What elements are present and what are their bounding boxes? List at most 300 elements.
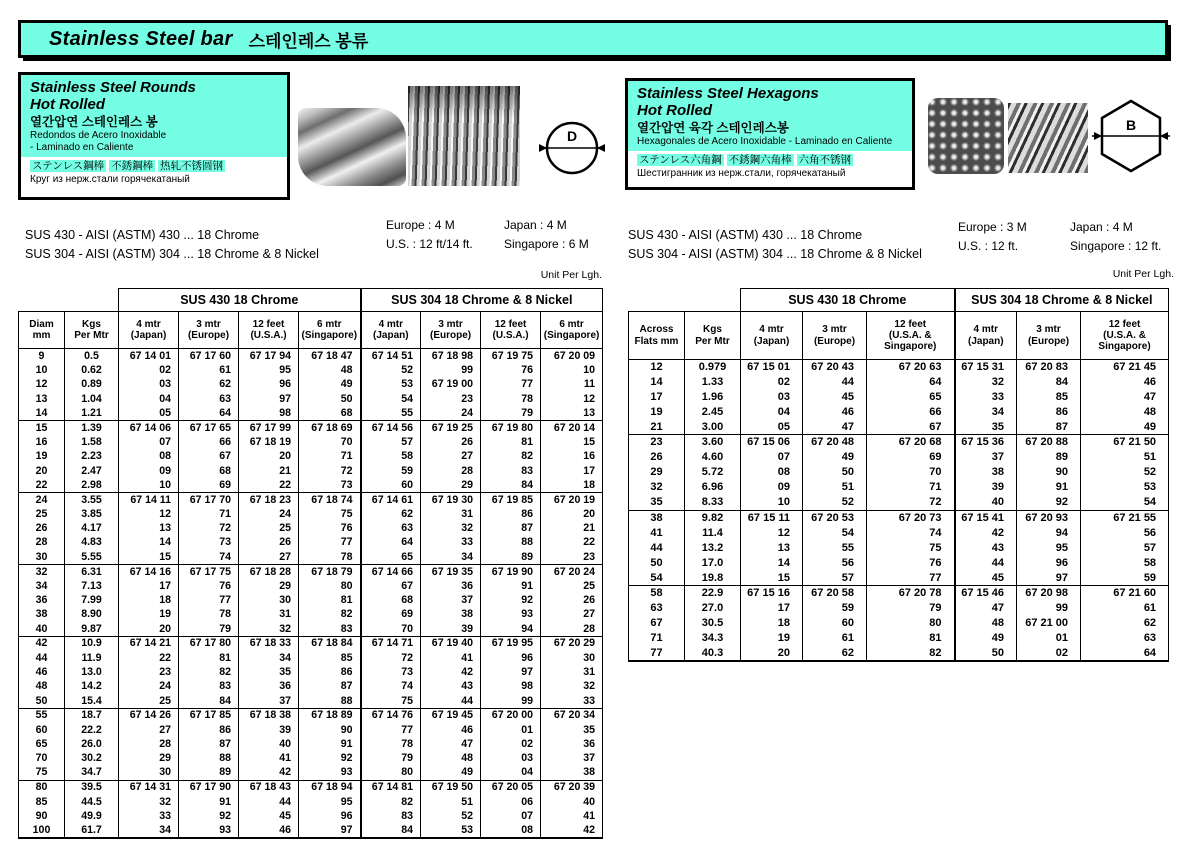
impa-code-cell: 67 15 06 [741, 435, 803, 450]
impa-code-cell: 67 15 16 [741, 586, 803, 601]
impa-code-cell: 15 [541, 435, 603, 449]
size-cell: 80 [19, 780, 65, 794]
impa-code-cell: 38 [421, 608, 481, 622]
impa-code-cell: 86 [299, 665, 361, 679]
impa-code-cell: 67 18 84 [299, 636, 361, 650]
table-row [629, 616, 1169, 631]
rounds-title-spanish-2: - Laminado en Caliente [30, 142, 134, 154]
rounds-title: Stainless Steel Rounds [30, 79, 196, 96]
impa-code-cell: 28 [421, 464, 481, 478]
rounds-bars-photo [298, 108, 406, 186]
size-cell: 63 [629, 601, 685, 616]
hexagons-subtitle-hot-rolled: Hot Rolled [637, 102, 712, 120]
impa-code-cell: 88 [179, 751, 239, 765]
impa-code-cell: 75 [867, 541, 955, 556]
impa-code-cell: 67 19 25 [421, 420, 481, 434]
table-row [629, 526, 1169, 541]
impa-code-cell: 71 [179, 507, 239, 521]
group-header: SUS 430 18 Chrome [741, 289, 955, 312]
impa-code-cell: 86 [481, 507, 541, 521]
impa-code-cell: 44 [803, 375, 867, 390]
impa-code-cell: 82 [299, 608, 361, 622]
hexagons-price-table [628, 288, 1169, 662]
weight-cell: 0.979 [685, 360, 741, 375]
impa-code-cell: 71 [867, 480, 955, 495]
impa-code-cell: 33 [955, 390, 1017, 405]
impa-code-cell: 75 [299, 507, 361, 521]
weight-cell: 17.0 [685, 556, 741, 571]
impa-code-cell: 51 [421, 795, 481, 809]
weight-cell: 27.0 [685, 601, 741, 616]
impa-code-cell: 04 [481, 766, 541, 780]
impa-code-cell: 75 [361, 694, 421, 708]
impa-code-cell: 96 [481, 651, 541, 665]
impa-code-cell: 82 [179, 665, 239, 679]
rounds-price-table [18, 288, 603, 839]
impa-code-cell: 48 [299, 363, 361, 377]
impa-code-cell: 67 20 93 [1017, 510, 1081, 525]
impa-code-cell: 68 [179, 464, 239, 478]
column-header: 4 mtr (Japan) [741, 312, 803, 360]
impa-code-cell: 37 [541, 751, 603, 765]
table-row [19, 420, 603, 434]
impa-code-cell: 89 [481, 550, 541, 564]
impa-code-cell: 76 [299, 521, 361, 535]
weight-cell: 10.9 [65, 636, 119, 650]
impa-code-cell: 67 17 94 [239, 349, 299, 363]
table-row [19, 550, 603, 564]
impa-code-cell: 08 [741, 465, 803, 480]
impa-code-cell: 54 [361, 392, 421, 406]
weight-cell: 2.23 [65, 449, 119, 463]
impa-code-cell: 87 [179, 737, 239, 751]
impa-code-cell: 57 [361, 435, 421, 449]
table-row [19, 521, 603, 535]
table-row [19, 449, 603, 463]
impa-code-cell: 10 [119, 478, 179, 492]
impa-code-cell: 24 [421, 406, 481, 420]
impa-code-cell: 84 [481, 478, 541, 492]
impa-code-cell: 91 [299, 737, 361, 751]
page-title-korean: 스테인레스 봉류 [248, 31, 369, 51]
impa-code-cell: 67 17 60 [179, 349, 239, 363]
impa-code-cell: 67 17 70 [179, 492, 239, 506]
size-cell: 48 [19, 679, 65, 693]
left-arrowhead-icon [539, 144, 547, 152]
impa-code-cell: 67 17 80 [179, 636, 239, 650]
impa-code-cell: 49 [421, 766, 481, 780]
size-cell: 60 [19, 723, 65, 737]
impa-code-cell: 39 [955, 480, 1017, 495]
impa-code-cell: 67 19 90 [481, 564, 541, 578]
impa-code-cell: 65 [867, 390, 955, 405]
table-row [629, 420, 1169, 435]
impa-code-cell: 63 [361, 521, 421, 535]
impa-code-cell: 67 20 73 [867, 510, 955, 525]
impa-code-cell: 28 [119, 737, 179, 751]
impa-code-cell: 30 [541, 651, 603, 665]
impa-code-cell: 02 [481, 737, 541, 751]
impa-code-cell: 67 14 76 [361, 708, 421, 722]
impa-code-cell: 27 [541, 608, 603, 622]
impa-code-cell: 61 [179, 363, 239, 377]
size-cell: 21 [629, 420, 685, 435]
column-header: 3 mtr (Europe) [421, 312, 481, 349]
rounds-product-box [18, 72, 290, 200]
table-row [19, 636, 603, 650]
impa-code-cell: 54 [803, 526, 867, 541]
impa-code-cell: 52 [1081, 465, 1169, 480]
impa-code-cell: 39 [421, 622, 481, 636]
weight-cell: 3.55 [65, 492, 119, 506]
size-cell: 13 [19, 392, 65, 406]
weight-cell: 2.98 [65, 478, 119, 492]
size-cell: 75 [19, 766, 65, 780]
impa-code-cell: 15 [741, 571, 803, 586]
rounds-title-chinese-simp: 热轧不锈圆钢 [160, 160, 224, 173]
impa-code-cell: 67 21 55 [1081, 510, 1169, 525]
impa-code-cell: 02 [741, 375, 803, 390]
group-header: SUS 430 18 Chrome [119, 289, 361, 312]
impa-code-cell: 81 [179, 651, 239, 665]
impa-code-cell: 95 [239, 363, 299, 377]
impa-code-cell: 50 [299, 392, 361, 406]
impa-code-cell: 26 [239, 536, 299, 550]
table-row [629, 586, 1169, 601]
impa-code-cell: 26 [541, 593, 603, 607]
impa-code-cell: 73 [361, 665, 421, 679]
size-cell: 26 [19, 521, 65, 535]
rounds-length-info [386, 218, 600, 251]
impa-code-cell: 49 [955, 631, 1017, 646]
size-cell: 24 [19, 492, 65, 506]
size-cell: 26 [629, 450, 685, 465]
impa-code-cell: 56 [1081, 526, 1169, 541]
weight-cell: 30.5 [685, 616, 741, 631]
column-header: 3 mtr (Europe) [803, 312, 867, 360]
column-header: 3 mtr (Europe) [179, 312, 239, 349]
rounds-unit-note: Unit Per Lgh. [540, 269, 602, 281]
impa-code-cell: 65 [361, 550, 421, 564]
impa-code-cell: 67 18 38 [239, 708, 299, 722]
weight-cell: 34.3 [685, 631, 741, 646]
impa-code-cell: 17 [541, 464, 603, 478]
impa-code-cell: 67 15 11 [741, 510, 803, 525]
weight-cell: 2.47 [65, 464, 119, 478]
size-cell: 100 [19, 823, 65, 837]
impa-code-cell: 03 [119, 377, 179, 391]
impa-code-cell: 22 [541, 536, 603, 550]
weight-cell: 6.31 [65, 564, 119, 578]
column-header: 6 mtr (Singapore) [541, 312, 603, 349]
impa-code-cell: 36 [239, 679, 299, 693]
weight-cell: 13.0 [65, 665, 119, 679]
impa-code-cell: 80 [361, 766, 421, 780]
weight-cell: 49.9 [65, 809, 119, 823]
impa-code-cell: 67 19 35 [421, 564, 481, 578]
rounds-title-spanish-1: Redondos de Acero Inoxidable [30, 130, 167, 142]
impa-code-cell: 54 [1081, 495, 1169, 510]
impa-code-cell: 67 18 47 [299, 349, 361, 363]
weight-cell: 30.2 [65, 751, 119, 765]
impa-code-cell: 32 [421, 521, 481, 535]
impa-code-cell: 19 [741, 631, 803, 646]
impa-code-cell: 03 [741, 390, 803, 405]
table-row [629, 465, 1169, 480]
diameter-label: D [566, 128, 578, 144]
impa-code-cell: 44 [421, 694, 481, 708]
rounds-title-chinese-trad: 不銹鋼棒 [111, 160, 154, 173]
hexagons-title-korean: 열간압연 육각 스테인레스봉 [637, 120, 789, 135]
impa-code-cell: 29 [239, 579, 299, 593]
impa-code-cell: 47 [421, 737, 481, 751]
impa-code-cell: 72 [179, 521, 239, 535]
impa-code-cell: 67 20 14 [541, 420, 603, 434]
rounds-length-europe: Europe : 4 M [386, 218, 455, 232]
impa-code-cell: 67 18 69 [299, 420, 361, 434]
table-row [19, 651, 603, 665]
impa-code-cell: 77 [299, 536, 361, 550]
group-header: SUS 304 18 Chrome & 8 Nickel [955, 289, 1169, 312]
table-row [629, 631, 1169, 646]
impa-code-cell: 97 [1017, 571, 1081, 586]
size-cell: 20 [19, 464, 65, 478]
impa-code-cell: 18 [741, 616, 803, 631]
table-row [19, 349, 603, 363]
table-row [19, 536, 603, 550]
impa-code-cell: 50 [803, 465, 867, 480]
impa-code-cell: 69 [179, 478, 239, 492]
impa-code-cell: 42 [955, 526, 1017, 541]
impa-code-cell: 67 18 19 [239, 435, 299, 449]
impa-code-cell: 53 [361, 377, 421, 391]
impa-code-cell: 27 [119, 723, 179, 737]
impa-code-cell: 67 18 94 [299, 780, 361, 794]
impa-code-cell: 67 14 26 [119, 708, 179, 722]
impa-code-cell: 22 [239, 478, 299, 492]
table-row [19, 823, 603, 837]
impa-code-cell: 67 14 56 [361, 420, 421, 434]
size-cell: 14 [19, 406, 65, 420]
impa-code-cell: 13 [541, 406, 603, 420]
impa-code-cell: 35 [541, 723, 603, 737]
impa-code-cell: 17 [119, 579, 179, 593]
rounds-box-cyan-area [21, 75, 287, 157]
impa-code-cell: 16 [541, 449, 603, 463]
impa-code-cell: 34 [955, 405, 1017, 420]
impa-code-cell: 67 14 71 [361, 636, 421, 650]
impa-code-cell: 19 [119, 608, 179, 622]
size-cell: 32 [19, 564, 65, 578]
impa-code-cell: 92 [299, 751, 361, 765]
impa-code-cell: 42 [421, 665, 481, 679]
weight-cell: 22.2 [65, 723, 119, 737]
impa-code-cell: 79 [481, 406, 541, 420]
impa-code-cell: 83 [361, 809, 421, 823]
impa-code-cell: 82 [361, 795, 421, 809]
hexagons-title-chinese-trad: 不銹鋼六角棒 [728, 154, 792, 167]
table-row [19, 622, 603, 636]
impa-code-cell: 67 14 81 [361, 780, 421, 794]
impa-code-cell: 74 [179, 550, 239, 564]
impa-code-cell: 64 [179, 406, 239, 420]
impa-code-cell: 43 [421, 679, 481, 693]
impa-code-cell: 84 [179, 694, 239, 708]
impa-code-cell: 67 20 29 [541, 636, 603, 650]
size-cell: 71 [629, 631, 685, 646]
weight-cell: 26.0 [65, 737, 119, 751]
impa-code-cell: 67 20 09 [541, 349, 603, 363]
impa-code-cell: 58 [361, 449, 421, 463]
size-cell: 17 [629, 390, 685, 405]
impa-code-cell: 47 [955, 601, 1017, 616]
impa-code-cell: 87 [299, 679, 361, 693]
table-row [629, 435, 1169, 450]
weight-cell: 5.55 [65, 550, 119, 564]
table-row [19, 694, 603, 708]
impa-code-cell: 91 [481, 579, 541, 593]
impa-code-cell: 46 [239, 823, 299, 837]
impa-code-cell: 07 [741, 450, 803, 465]
impa-code-cell: 42 [541, 823, 603, 837]
impa-code-cell: 31 [541, 665, 603, 679]
impa-code-cell: 67 [179, 449, 239, 463]
table-row [19, 766, 603, 780]
impa-code-cell: 07 [481, 809, 541, 823]
size-cell: 44 [629, 541, 685, 556]
table-row [629, 541, 1169, 556]
hexagons-length-us: U.S. : 12 ft. [958, 239, 1019, 253]
impa-code-cell: 46 [1081, 375, 1169, 390]
weight-cell: 0.5 [65, 349, 119, 363]
rounds-subtitle-hot-rolled: Hot Rolled [30, 96, 105, 114]
impa-code-cell: 18 [541, 478, 603, 492]
impa-code-cell: 67 17 99 [239, 420, 299, 434]
across-flats-label: B [1125, 117, 1137, 133]
impa-code-cell: 37 [421, 593, 481, 607]
impa-code-cell: 52 [803, 495, 867, 510]
impa-code-cell: 04 [741, 405, 803, 420]
size-cell: 65 [19, 737, 65, 751]
hexagons-specs [628, 226, 922, 264]
impa-code-cell: 55 [803, 541, 867, 556]
hexagons-bundle-end-photo [928, 98, 1004, 174]
impa-code-cell: 85 [299, 651, 361, 665]
size-cell: 22 [19, 478, 65, 492]
impa-code-cell: 67 [361, 579, 421, 593]
impa-code-cell: 67 14 21 [119, 636, 179, 650]
impa-code-cell: 27 [239, 550, 299, 564]
impa-code-cell: 74 [361, 679, 421, 693]
impa-code-cell: 41 [239, 751, 299, 765]
impa-code-cell: 67 19 75 [481, 349, 541, 363]
table-row [629, 450, 1169, 465]
impa-code-cell: 67 18 33 [239, 636, 299, 650]
column-header: 12 feet (U.S.A. & Singapore) [867, 312, 955, 360]
impa-code-cell: 48 [955, 616, 1017, 631]
table-row [629, 556, 1169, 571]
impa-code-cell: 79 [179, 622, 239, 636]
impa-code-cell: 82 [481, 449, 541, 463]
impa-code-cell: 10 [741, 495, 803, 510]
impa-code-cell: 33 [421, 536, 481, 550]
impa-code-cell: 96 [299, 809, 361, 823]
impa-code-cell: 41 [541, 809, 603, 823]
impa-code-cell: 32 [119, 795, 179, 809]
impa-code-cell: 45 [239, 809, 299, 823]
impa-code-cell: 59 [1081, 571, 1169, 586]
impa-code-cell: 67 14 61 [361, 492, 421, 506]
impa-code-cell: 77 [867, 571, 955, 586]
impa-code-cell: 98 [239, 406, 299, 420]
impa-code-cell: 20 [541, 507, 603, 521]
impa-code-cell: 33 [119, 809, 179, 823]
weight-cell: 3.60 [685, 435, 741, 450]
size-cell: 90 [19, 809, 65, 823]
impa-code-cell: 67 20 00 [481, 708, 541, 722]
hexagons-length-info [958, 220, 1174, 253]
impa-code-cell: 98 [481, 679, 541, 693]
impa-code-cell: 67 18 98 [421, 349, 481, 363]
impa-code-cell: 97 [299, 823, 361, 837]
impa-code-cell: 31 [421, 507, 481, 521]
impa-code-cell: 67 20 19 [541, 492, 603, 506]
hexagons-spec-sus430: SUS 430 - AISI (ASTM) 430 ... 18 Chrome [628, 228, 863, 242]
impa-code-cell: 36 [541, 737, 603, 751]
impa-code-cell: 63 [1081, 631, 1169, 646]
impa-code-cell: 49 [299, 377, 361, 391]
page-title: Stainless Steel bar [49, 27, 233, 50]
impa-code-cell: 44 [239, 795, 299, 809]
impa-code-cell: 05 [119, 406, 179, 420]
impa-code-cell: 56 [803, 556, 867, 571]
impa-code-cell: 99 [481, 694, 541, 708]
impa-code-cell: 88 [299, 694, 361, 708]
impa-code-cell: 67 14 51 [361, 349, 421, 363]
hexagons-box-cyan-area [628, 81, 912, 151]
column-header: 12 feet (U.S.A.) [481, 312, 541, 349]
hexagons-bars-photo [1008, 103, 1088, 173]
impa-code-cell: 38 [955, 465, 1017, 480]
impa-code-cell: 17 [741, 601, 803, 616]
impa-code-cell: 84 [1017, 375, 1081, 390]
impa-code-cell: 62 [361, 507, 421, 521]
impa-code-cell: 52 [361, 363, 421, 377]
table-row [19, 492, 603, 506]
impa-code-cell: 57 [803, 571, 867, 586]
size-cell: 67 [629, 616, 685, 631]
impa-code-cell: 09 [119, 464, 179, 478]
impa-code-cell: 76 [867, 556, 955, 571]
impa-code-cell: 05 [741, 420, 803, 435]
impa-code-cell: 67 20 48 [803, 435, 867, 450]
impa-code-cell: 67 19 40 [421, 636, 481, 650]
impa-code-cell: 11 [541, 377, 603, 391]
impa-code-cell: 86 [1017, 405, 1081, 420]
size-cell: 9 [19, 349, 65, 363]
impa-code-cell: 34 [421, 550, 481, 564]
impa-code-cell: 67 14 31 [119, 780, 179, 794]
impa-code-cell: 52 [421, 809, 481, 823]
impa-code-cell: 92 [179, 809, 239, 823]
table-row [19, 723, 603, 737]
impa-code-cell: 25 [239, 521, 299, 535]
weight-cell: 0.62 [65, 363, 119, 377]
table-row [19, 679, 603, 693]
impa-code-cell: 67 20 53 [803, 510, 867, 525]
impa-code-cell: 04 [119, 392, 179, 406]
table-row [19, 564, 603, 578]
